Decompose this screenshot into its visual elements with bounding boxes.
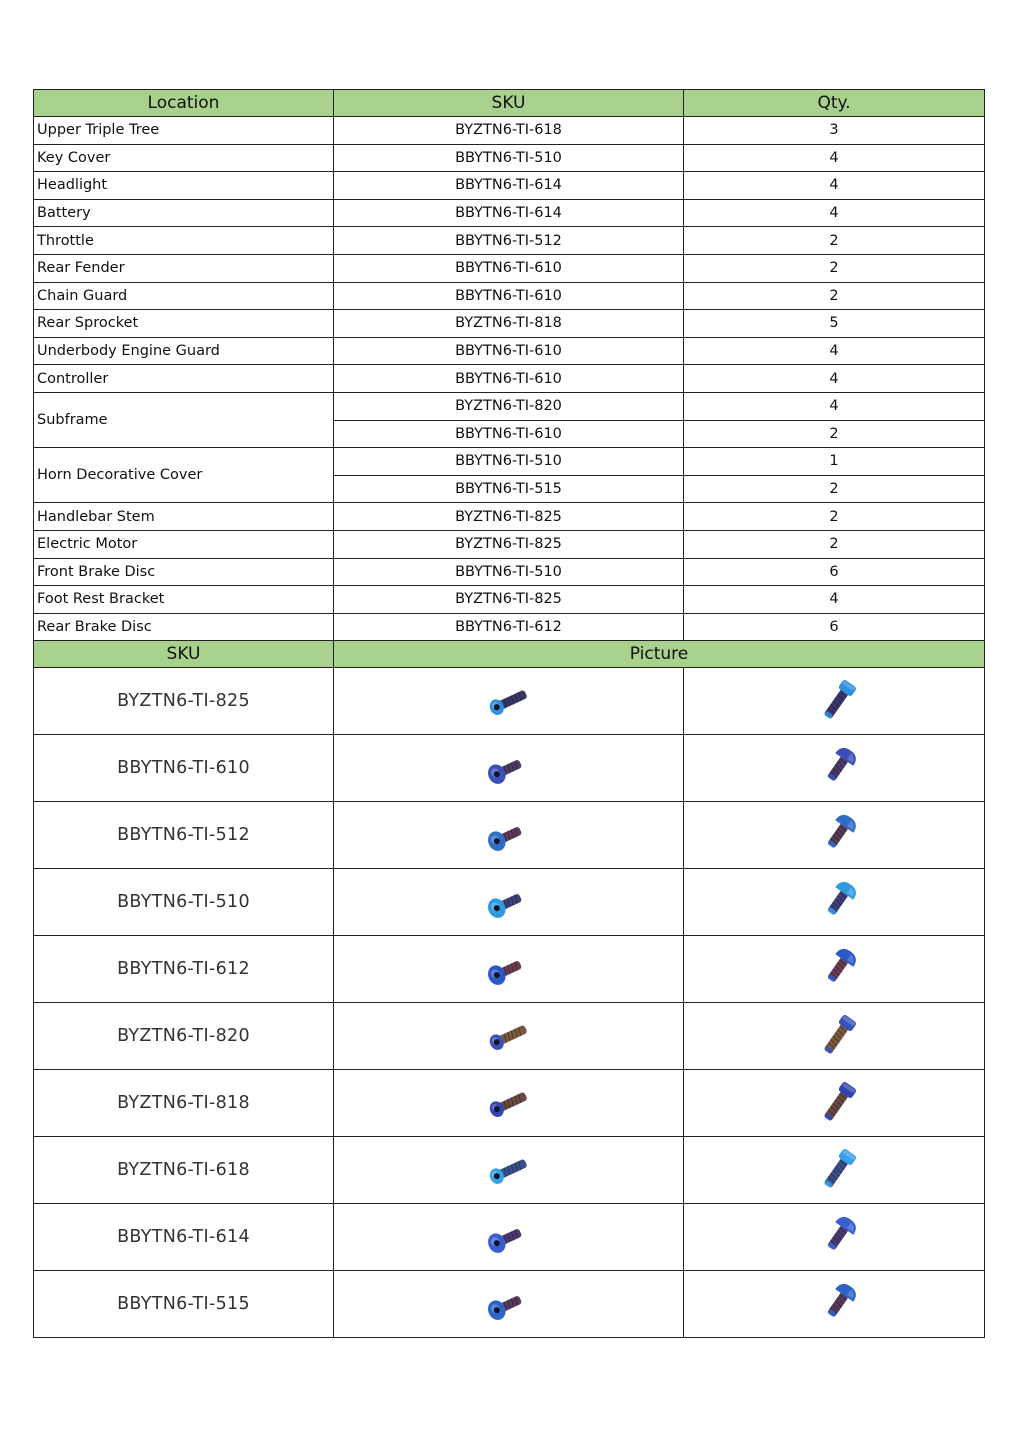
qty-cell: 2: [684, 282, 985, 310]
location-cell: Headlight: [34, 172, 334, 200]
table-row: [34, 802, 985, 869]
table-row: [34, 936, 985, 1003]
table-row: [34, 144, 985, 172]
bolt-picture-front: [334, 869, 684, 936]
location-cell: Underbody Engine Guard: [34, 337, 334, 365]
sku-cell: BBYTN6-TI-614: [334, 199, 684, 227]
qty-cell: 2: [684, 227, 985, 255]
table-row: [34, 282, 985, 310]
table-row: [34, 310, 985, 338]
location-cell: Subframe: [34, 392, 334, 447]
qty-cell: 4: [684, 392, 985, 420]
bolt-picture-front: [334, 1137, 684, 1204]
table-row: [34, 1271, 985, 1338]
bolt-icon: [806, 1147, 862, 1193]
qty-cell: 4: [684, 586, 985, 614]
sku-cell: BBYTN6-TI-510: [334, 558, 684, 586]
bolt-icon: [806, 1013, 862, 1059]
bolt-icon: [481, 678, 537, 724]
table-row: [34, 668, 985, 735]
table-row: [34, 530, 985, 558]
bolt-picture-side: [684, 735, 985, 802]
table-row: [34, 199, 985, 227]
sku-cell: BYZTN6-TI-818: [334, 310, 684, 338]
bolt-picture-front: [334, 1204, 684, 1271]
picture-sku-cell: BBYTN6-TI-614: [34, 1204, 334, 1271]
qty-header: Qty.: [684, 90, 985, 117]
picture-sku-cell: BYZTN6-TI-818: [34, 1070, 334, 1137]
table-row: [34, 869, 985, 936]
table-row: [34, 254, 985, 282]
bolt-picture-front: [334, 1271, 684, 1338]
bolt-picture-side: [684, 936, 985, 1003]
table-row: [34, 337, 985, 365]
qty-cell: 2: [684, 420, 985, 448]
location-cell: Rear Fender: [34, 254, 334, 282]
bolt-picture-side: [684, 802, 985, 869]
sku-cell: BBYTN6-TI-614: [334, 172, 684, 200]
bolt-icon: [806, 946, 862, 992]
sku-cell: BYZTN6-TI-825: [334, 530, 684, 558]
qty-cell: 4: [684, 144, 985, 172]
table-row: [34, 1070, 985, 1137]
sku-cell: BYZTN6-TI-618: [334, 117, 684, 145]
picture-sku-cell: BBYTN6-TI-610: [34, 735, 334, 802]
qty-cell: 6: [684, 613, 985, 641]
sku-cell: BBYTN6-TI-612: [334, 613, 684, 641]
table-row: [34, 172, 985, 200]
sku-cell: BBYTN6-TI-610: [334, 420, 684, 448]
sku-cell: BBYTN6-TI-610: [334, 254, 684, 282]
qty-cell: 3: [684, 117, 985, 145]
sku-cell: BBYTN6-TI-610: [334, 365, 684, 393]
qty-cell: 2: [684, 475, 985, 503]
picture-header: Picture: [334, 641, 985, 668]
bolt-picture-side: [684, 1204, 985, 1271]
table-row: [34, 1204, 985, 1271]
location-cell: Handlebar Stem: [34, 503, 334, 531]
location-cell: Controller: [34, 365, 334, 393]
qty-cell: 6: [684, 558, 985, 586]
sku-cell: BYZTN6-TI-825: [334, 586, 684, 614]
picture-sku-cell: BBYTN6-TI-515: [34, 1271, 334, 1338]
bolt-picture-side: [684, 869, 985, 936]
bolt-icon: [806, 879, 862, 925]
bolt-icon: [481, 946, 537, 992]
picture-header-row: [34, 641, 985, 668]
bolt-picture-front: [334, 668, 684, 735]
bolt-icon: [481, 1281, 537, 1327]
table-row: [34, 365, 985, 393]
location-cell: Upper Triple Tree: [34, 117, 334, 145]
table-row: [34, 117, 985, 145]
sku-cell: BBYTN6-TI-510: [334, 448, 684, 476]
bolt-kit-table: [33, 89, 985, 1338]
sku-cell: BYZTN6-TI-820: [334, 392, 684, 420]
bolt-picture-side: [684, 1003, 985, 1070]
picture-sku-cell: BYZTN6-TI-825: [34, 668, 334, 735]
location-cell: Throttle: [34, 227, 334, 255]
table-row: [34, 613, 985, 641]
qty-cell: 4: [684, 199, 985, 227]
qty-cell: 2: [684, 530, 985, 558]
table-row: [34, 227, 985, 255]
qty-cell: 1: [684, 448, 985, 476]
table-row: [34, 503, 985, 531]
location-header: Location: [34, 90, 334, 117]
location-cell: Key Cover: [34, 144, 334, 172]
location-cell: Rear Sprocket: [34, 310, 334, 338]
bolt-icon: [806, 678, 862, 724]
location-cell: Chain Guard: [34, 282, 334, 310]
bolt-icon: [481, 1214, 537, 1260]
sku-cell: BYZTN6-TI-825: [334, 503, 684, 531]
bolt-picture-side: [684, 1137, 985, 1204]
bolt-icon: [481, 1013, 537, 1059]
bolt-picture-side: [684, 1271, 985, 1338]
picture-sku-header: SKU: [34, 641, 334, 668]
bolt-icon: [806, 812, 862, 858]
bolt-picture-front: [334, 1003, 684, 1070]
location-cell: Rear Brake Disc: [34, 613, 334, 641]
table-row: [34, 392, 985, 420]
table-row: [34, 1137, 985, 1204]
bolt-icon: [806, 1281, 862, 1327]
qty-cell: 5: [684, 310, 985, 338]
picture-sku-cell: BYZTN6-TI-820: [34, 1003, 334, 1070]
table-row: [34, 586, 985, 614]
picture-sku-cell: BYZTN6-TI-618: [34, 1137, 334, 1204]
sku-cell: BBYTN6-TI-510: [334, 144, 684, 172]
table-row: [34, 558, 985, 586]
bolt-picture-front: [334, 936, 684, 1003]
bolt-icon: [806, 745, 862, 791]
qty-cell: 4: [684, 172, 985, 200]
sku-header: SKU: [334, 90, 684, 117]
table-row: [34, 1003, 985, 1070]
location-cell: Front Brake Disc: [34, 558, 334, 586]
qty-cell: 2: [684, 503, 985, 531]
bolt-icon: [806, 1080, 862, 1126]
bolt-icon: [481, 879, 537, 925]
location-cell: Foot Rest Bracket: [34, 586, 334, 614]
bolt-icon: [481, 745, 537, 791]
sku-cell: BBYTN6-TI-610: [334, 282, 684, 310]
sku-cell: BBYTN6-TI-515: [334, 475, 684, 503]
table-row: [34, 448, 985, 476]
qty-cell: 4: [684, 365, 985, 393]
location-cell: Electric Motor: [34, 530, 334, 558]
bolt-picture-side: [684, 668, 985, 735]
bolt-picture-side: [684, 1070, 985, 1137]
location-cell: Horn Decorative Cover: [34, 448, 334, 503]
bolt-icon: [481, 812, 537, 858]
bolt-picture-front: [334, 802, 684, 869]
bolt-icon: [481, 1147, 537, 1193]
table-row: [34, 735, 985, 802]
bolt-icon: [806, 1214, 862, 1260]
bolt-icon: [481, 1080, 537, 1126]
parts-header-row: [34, 90, 985, 117]
location-cell: Battery: [34, 199, 334, 227]
bolt-picture-front: [334, 735, 684, 802]
qty-cell: 2: [684, 254, 985, 282]
picture-sku-cell: BBYTN6-TI-612: [34, 936, 334, 1003]
sku-cell: BBYTN6-TI-512: [334, 227, 684, 255]
picture-sku-cell: BBYTN6-TI-510: [34, 869, 334, 936]
bolt-picture-front: [334, 1070, 684, 1137]
qty-cell: 4: [684, 337, 985, 365]
sku-cell: BBYTN6-TI-610: [334, 337, 684, 365]
picture-sku-cell: BBYTN6-TI-512: [34, 802, 334, 869]
